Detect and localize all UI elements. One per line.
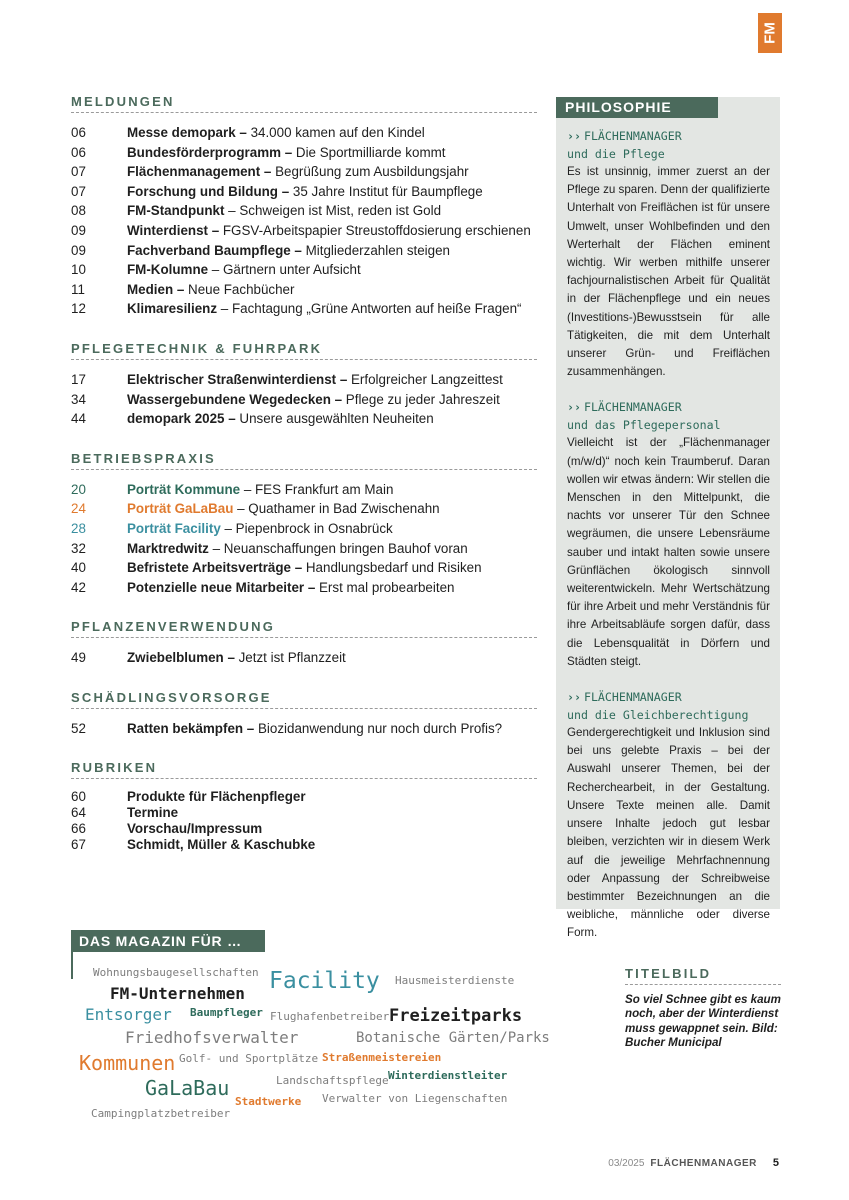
magazine-for-title: DAS MAGAZIN FÜR … bbox=[71, 930, 265, 952]
toc-page-number: 32 bbox=[71, 540, 86, 556]
toc-page-number: 28 bbox=[71, 520, 86, 536]
target-group-word: Stadtwerke bbox=[235, 1095, 302, 1108]
toc-page-number: 67 bbox=[71, 837, 86, 853]
toc-page-number: 20 bbox=[71, 481, 86, 497]
toc-entry-text bbox=[127, 201, 537, 221]
toc-entry[interactable] bbox=[71, 648, 537, 668]
toc-entry-subtitle: – Neuanschaffungen bringen Bauhof voran bbox=[208, 540, 468, 556]
target-group-word: Freizeitparks bbox=[389, 1006, 523, 1026]
toc-section-title: BETRIEBSPRAXIS bbox=[71, 451, 537, 470]
target-group-word: FM-Unternehmen bbox=[110, 984, 245, 1003]
toc-entry-text bbox=[127, 805, 537, 821]
toc-section bbox=[71, 690, 537, 739]
toc-entry-heading: Medien – bbox=[127, 281, 185, 297]
toc-entry-heading: Flächenmanagement – bbox=[127, 164, 272, 180]
toc-entry[interactable] bbox=[71, 182, 537, 202]
toc-page-number: 10 bbox=[71, 262, 86, 278]
target-group-word: Facility bbox=[269, 968, 380, 994]
philosophy-block-heading bbox=[567, 398, 770, 416]
table-of-contents bbox=[71, 94, 537, 875]
toc-entry-text bbox=[127, 480, 537, 500]
toc-entry-subtitle: – Gärtnern unter Aufsicht bbox=[208, 262, 361, 278]
toc-page-number: 09 bbox=[71, 222, 86, 238]
toc-entry-text bbox=[127, 539, 537, 559]
toc-entry-heading: FM-Standpunkt bbox=[127, 203, 225, 219]
toc-section bbox=[71, 451, 537, 598]
cover-image-caption: So viel Schnee gibt es kaum noch, aber der Winterdienst muss gewappnet sein. Bild: Bucher Municipal bbox=[625, 993, 781, 1050]
philosophy-block-text: Gendergerechtigkeit und Inklusion sind bei uns gelebte Praxis – bei der Auswahl unserer Themen, bei der Recherchearbeit, in der Gestaltung. Unsere Texte meinen alle. Damit unsere Inhalte jedoch gut lesbar bleiben, verzichten wir in diesem Werk auf die jeweilige Mehrfachnennung oder Anpassung der Schreibweise bestimmter Bezeichnungen an die weibliche, männliche oder diverse Form. bbox=[567, 726, 770, 940]
toc-entry-subtitle: Biozidanwendung nur noch durch Profis? bbox=[254, 720, 503, 736]
toc-entry-subtitle: Pflege zu jeder Jahreszeit bbox=[342, 391, 500, 407]
toc-entry-heading: Bundesförderprogramm – bbox=[127, 144, 293, 160]
toc-entry-heading: Termine bbox=[127, 805, 179, 821]
toc-entry[interactable] bbox=[71, 390, 537, 410]
toc-entry-subtitle: FGSV-Arbeitspapier Streustoffdosierung erschienen bbox=[219, 222, 531, 238]
target-group-word: Kommunen bbox=[79, 1051, 176, 1075]
double-chevron-icon: ›› bbox=[567, 690, 581, 705]
philosophy-block-subtitle: und die Pflege bbox=[567, 147, 665, 161]
philosophy-block-subtitle: und das Pflegepersonal bbox=[567, 418, 721, 433]
toc-page-number: 07 bbox=[71, 183, 86, 199]
toc-entry[interactable] bbox=[71, 821, 537, 837]
toc-entry-heading: Vorschau/Impressum bbox=[127, 821, 263, 837]
toc-entry[interactable] bbox=[71, 162, 537, 182]
toc-entry-heading: demopark 2025 – bbox=[127, 411, 236, 427]
toc-page-number: 06 bbox=[71, 125, 86, 140]
toc-entry[interactable] bbox=[71, 558, 537, 578]
toc-page-number: 60 bbox=[71, 789, 86, 805]
toc-entry-subtitle: Erfolgreicher Langzeittest bbox=[347, 371, 503, 387]
target-group-word: Straßenmeistereien bbox=[322, 1051, 442, 1064]
toc-entry-subtitle: 34.000 kamen auf den Kindel bbox=[246, 125, 425, 140]
toc-entry-subtitle: – Schweigen ist Mist, reden ist Gold bbox=[224, 203, 442, 219]
toc-page-number: 12 bbox=[71, 301, 86, 317]
toc-entry-heading: Forschung und Bildung – bbox=[127, 183, 290, 199]
toc-entry-subtitle: Unsere ausgewählten Neuheiten bbox=[235, 411, 434, 427]
toc-page-number: 24 bbox=[71, 501, 86, 517]
toc-entry-subtitle: Begrüßung zum Ausbildungsjahr bbox=[271, 164, 469, 180]
toc-entry-subtitle: – Quathamer in Bad Zwischenahn bbox=[233, 501, 440, 517]
toc-page-number: 34 bbox=[71, 391, 86, 407]
toc-entry[interactable] bbox=[71, 499, 537, 519]
toc-page-number: 07 bbox=[71, 164, 86, 180]
toc-entry-subtitle: – Piepenbrock in Osnabrück bbox=[220, 520, 393, 536]
philosophy-block-brand: FLÄCHENMANAGER bbox=[583, 690, 682, 705]
toc-entry-text bbox=[127, 221, 537, 241]
toc-entry-heading: Porträt GaLaBau bbox=[127, 501, 234, 517]
toc-entry-text bbox=[127, 837, 537, 853]
toc-page-number: 17 bbox=[71, 371, 86, 387]
cover-image-title: TITELBILD bbox=[625, 966, 781, 985]
toc-entry-heading: Elektrischer Straßenwinterdienst – bbox=[127, 371, 348, 387]
toc-entry-text bbox=[127, 648, 537, 668]
philosophy-block-heading bbox=[567, 127, 770, 145]
target-group-word: GaLaBau bbox=[145, 1076, 230, 1100]
toc-entry-heading: Messe demopark – bbox=[127, 125, 247, 140]
toc-entry-heading: Potenzielle neue Mitarbeiter – bbox=[127, 579, 316, 595]
toc-entry-subtitle: 35 Jahre Institut für Baumpflege bbox=[289, 183, 483, 199]
philosophy-block bbox=[567, 127, 770, 381]
toc-entry-text bbox=[127, 390, 537, 410]
toc-entry-text bbox=[127, 499, 537, 519]
toc-entry-text bbox=[127, 260, 537, 280]
toc-page-number: 42 bbox=[71, 579, 86, 595]
cover-image-note bbox=[625, 966, 781, 1051]
toc-entry-heading: Produkte für Flächenpfleger bbox=[127, 789, 306, 805]
toc-entry-heading: Porträt Kommune bbox=[127, 481, 241, 497]
toc-section bbox=[71, 341, 537, 429]
toc-page-number: 64 bbox=[71, 805, 86, 821]
target-group-word: Verwalter von Liegenschaften bbox=[322, 1092, 508, 1105]
toc-section bbox=[71, 94, 537, 319]
target-group-word: Wohnungsbaugesellschaften bbox=[93, 966, 259, 979]
toc-entry-subtitle: Handlungsbedarf und Risiken bbox=[302, 560, 482, 576]
toc-entry-heading: Befristete Arbeitsverträge – bbox=[127, 560, 303, 576]
toc-entry-text bbox=[127, 143, 537, 163]
toc-page-number: 52 bbox=[71, 720, 86, 736]
toc-entry-subtitle: Die Sportmilliarde kommt bbox=[292, 144, 446, 160]
double-chevron-icon: ›› bbox=[567, 129, 581, 143]
double-chevron-icon: ›› bbox=[567, 400, 581, 415]
philosophy-block bbox=[567, 398, 770, 671]
target-group-word: Landschaftspflege bbox=[276, 1074, 389, 1087]
philosophy-block-text: Es ist unsinnig, immer zuerst an der Pflege zu sparen. Denn der qualifizierte Unterhalt von Freiflächen ist für unsere Umwelt, unser Wohlbefinden und den Werterhalt der Flächen eminent wichtig. Wir werben mithilfe unserer fachjournalistischen Arbeit für Qualität in der Flächenpflege und ein neues (Investitions-)Bewusstsein für alle Tätigkeiten, die mit dem Unterhalt unserer Grün- und Freiflächen zusammenhängen. bbox=[567, 165, 771, 379]
philosophy-block-brand: FLÄCHENMANAGER bbox=[583, 129, 682, 143]
toc-entry[interactable] bbox=[71, 241, 537, 261]
toc-entry-subtitle: Neue Fachbücher bbox=[184, 281, 295, 297]
toc-page-number: 09 bbox=[71, 242, 86, 258]
target-group-word: Friedhofsverwalter bbox=[125, 1028, 299, 1047]
target-group-word: Campingplatzbetreiber bbox=[91, 1107, 231, 1120]
target-group-word: Botanische Gärten/Parks bbox=[356, 1030, 550, 1046]
target-group-word: Hausmeisterdienste bbox=[395, 974, 515, 987]
toc-entry-heading: Schmidt, Müller & Kaschubke bbox=[127, 837, 316, 853]
toc-entry-text bbox=[127, 519, 537, 539]
toc-entry[interactable] bbox=[71, 221, 537, 241]
toc-entry-subtitle: – Fachtagung „Grüne Antworten auf heiße Fragen“ bbox=[217, 301, 522, 317]
toc-entry-heading: Zwiebelblumen – bbox=[127, 650, 235, 666]
toc-page-number: 66 bbox=[71, 821, 86, 837]
toc-entry[interactable] bbox=[71, 789, 537, 805]
toc-entry-heading: FM-Kolumne bbox=[127, 262, 209, 278]
philosophy-block-brand: FLÄCHENMANAGER bbox=[583, 400, 682, 415]
toc-entry[interactable] bbox=[71, 539, 537, 559]
toc-section-title: PFLANZENVERWENDUNG bbox=[71, 619, 537, 638]
target-group-word: Flughafenbetreiber bbox=[270, 1010, 390, 1023]
toc-page-number: 06 bbox=[71, 144, 86, 160]
toc-entry-text bbox=[127, 182, 537, 202]
toc-entry-subtitle: – FES Frankfurt am Main bbox=[240, 481, 394, 497]
toc-section bbox=[71, 619, 537, 668]
toc-section-title: RUBRIKEN bbox=[71, 760, 537, 779]
toc-section bbox=[71, 760, 537, 853]
toc-entry[interactable] bbox=[71, 299, 537, 319]
toc-entry-text bbox=[127, 578, 537, 598]
toc-entry-text bbox=[127, 789, 537, 805]
philosophy-block bbox=[567, 688, 770, 942]
target-group-word: Baumpfleger bbox=[190, 1006, 263, 1019]
toc-entry-text bbox=[127, 409, 537, 429]
philosophy-block-heading bbox=[567, 688, 770, 706]
toc-entry[interactable] bbox=[71, 123, 537, 143]
toc-entry-heading: Marktredwitz bbox=[127, 540, 209, 556]
toc-entry-heading: Winterdienst – bbox=[127, 222, 220, 238]
toc-entry-heading: Fachverband Baumpflege – bbox=[127, 242, 302, 258]
toc-entry-subtitle: Mitgliederzahlen steigen bbox=[301, 242, 451, 258]
toc-entry[interactable] bbox=[71, 260, 537, 280]
toc-entry-heading: Klimaresilienz bbox=[127, 301, 218, 317]
issue-number: 03/2025 bbox=[608, 1158, 645, 1169]
toc-entry-heading: Wassergebundene Wegedecken – bbox=[127, 391, 343, 407]
toc-entry-heading: Porträt Facility bbox=[127, 520, 221, 536]
toc-entry[interactable] bbox=[71, 201, 537, 221]
toc-entry-heading: Ratten bekämpfen – bbox=[127, 720, 255, 736]
magazine-badge: FM bbox=[758, 13, 782, 53]
toc-entry[interactable] bbox=[71, 805, 537, 821]
magazine-title-rule bbox=[71, 952, 73, 979]
toc-entry[interactable] bbox=[71, 480, 537, 500]
toc-entry-subtitle: Erst mal probearbeiten bbox=[315, 579, 455, 595]
toc-section-title: PFLEGETECHNIK & FUHRPARK bbox=[71, 341, 537, 360]
philosophy-block-subtitle: und die Gleichberechtigung bbox=[567, 708, 749, 723]
toc-entry-text bbox=[127, 123, 537, 143]
toc-entry-text bbox=[127, 241, 537, 261]
toc-page-number: 49 bbox=[71, 650, 86, 666]
toc-entry[interactable] bbox=[71, 143, 537, 163]
toc-page-number: 44 bbox=[71, 411, 86, 427]
toc-entry[interactable] bbox=[71, 370, 537, 390]
toc-entry-text bbox=[127, 280, 537, 300]
toc-entry-text bbox=[127, 370, 537, 390]
toc-page-number: 11 bbox=[71, 281, 85, 297]
toc-page-number: 08 bbox=[71, 203, 86, 219]
toc-entry[interactable] bbox=[71, 578, 537, 598]
toc-entry[interactable] bbox=[71, 409, 537, 429]
toc-entry[interactable] bbox=[71, 837, 537, 853]
philosophy-title: PHILOSOPHIE bbox=[556, 97, 718, 118]
target-group-word: Golf- und Sportplätze bbox=[179, 1052, 319, 1065]
philosophy-block-text: Vielleicht ist der „Flächenmanager (m/w/d)“ noch kein Traumberuf. Daran wollen wir etwas ändern: Wir stellen die Menschen in den Mittelpunkt, die nachts vor unserer Tür den Schnee wegräumen, die unsere Lebensräume sauber und intakt halten sowie unsere Grünflächen ökologisch sinnvoll weiterentwickeln. Mehr Wertschätzung für ihre Arbeit und mehr Verständnis für ihre Arbeitsabläufe sorgen dafür, dass die Lebensqualität in Dörfern und Städten steigt. bbox=[567, 436, 770, 668]
toc-entry[interactable] bbox=[71, 519, 537, 539]
philosophy-box bbox=[556, 97, 780, 940]
toc-entry-text bbox=[127, 821, 537, 837]
footer-brand: FLÄCHENMANAGER bbox=[650, 1158, 757, 1169]
toc-section-title: MELDUNGEN bbox=[71, 94, 537, 113]
toc-entry-subtitle: Jetzt ist Pflanzzeit bbox=[234, 650, 346, 666]
toc-page-number: 40 bbox=[71, 560, 86, 576]
toc-entry-text bbox=[127, 558, 537, 578]
target-group-word: Entsorger bbox=[85, 1005, 172, 1024]
toc-entry-text bbox=[127, 162, 537, 182]
toc-entry[interactable] bbox=[71, 280, 537, 300]
philosophy-body bbox=[567, 127, 770, 960]
toc-entry-text bbox=[127, 719, 537, 739]
toc-entry-text bbox=[127, 299, 537, 319]
target-group-word: Winterdienstleiter bbox=[388, 1069, 508, 1082]
toc-entry[interactable] bbox=[71, 719, 537, 739]
toc-section-title: SCHÄDLINGSVORSORGE bbox=[71, 690, 537, 709]
page-number: 5 bbox=[772, 1157, 779, 1169]
page-footer bbox=[608, 1157, 779, 1169]
